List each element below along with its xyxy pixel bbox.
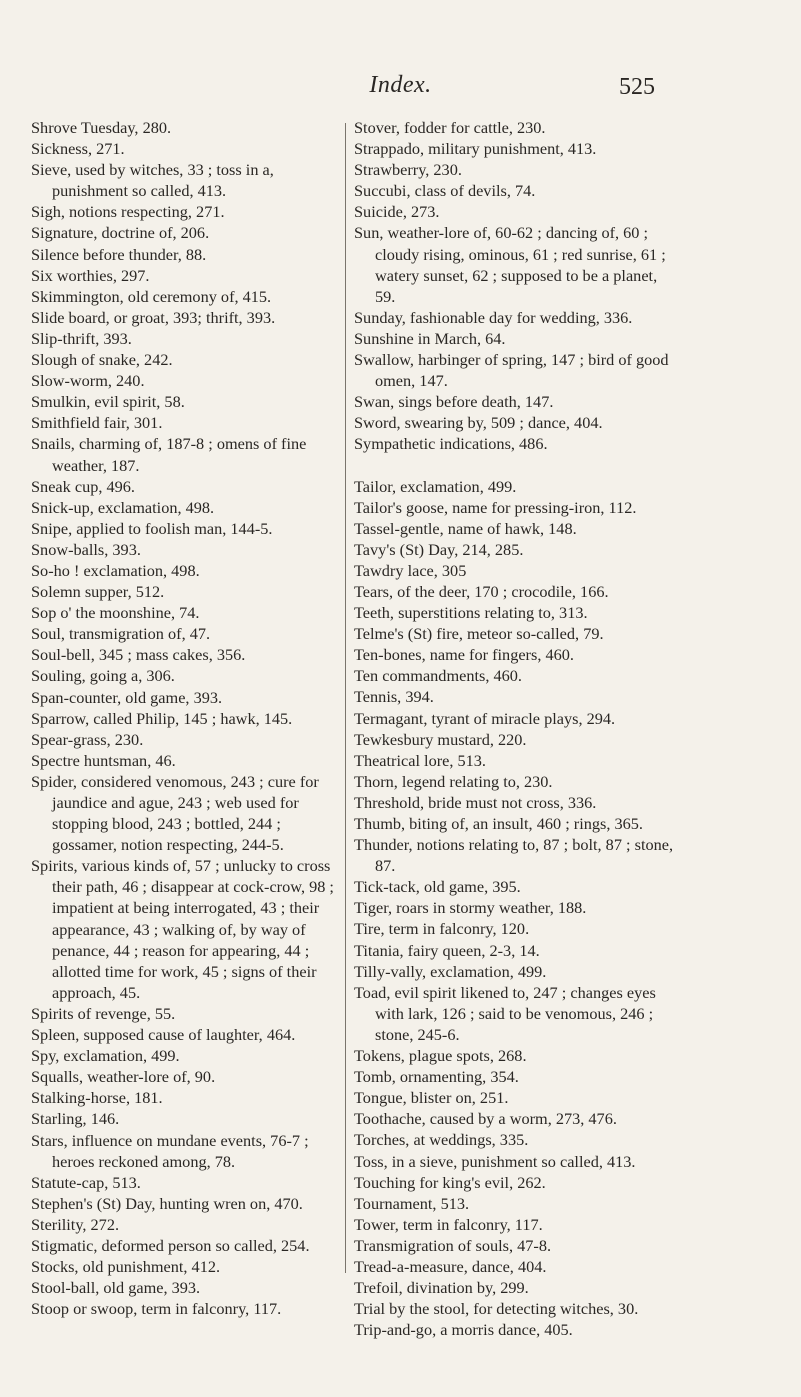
- index-entry: Swallow, harbinger of spring, 147 ; bird of good omen, 147.: [354, 350, 669, 391]
- index-entry: Tournament, 513.: [354, 1193, 470, 1213]
- index-entry: Ten-bones, name for fingers, 460.: [354, 645, 574, 665]
- index-entry: Snails, charming of, 187-8 ; omens of fine weather, 187.: [31, 434, 307, 475]
- index-entry: Solemn supper, 512.: [31, 582, 165, 602]
- index-entry: Slough of snake, 242.: [31, 350, 173, 370]
- index-entry: Succubi, class of devils, 74.: [354, 181, 536, 201]
- index-entry: Touching for king's evil, 262.: [354, 1172, 546, 1192]
- index-entry: Tick-tack, old game, 395.: [354, 877, 521, 897]
- index-entry: Sterility, 272.: [31, 1214, 120, 1234]
- index-entry: Statute-cap, 513.: [31, 1172, 141, 1192]
- index-entry: Snipe, applied to foolish man, 144-5.: [31, 518, 273, 538]
- index-entry: Tawdry lace, 305: [354, 560, 467, 580]
- index-entry: Tilly-vally, exclamation, 499.: [354, 961, 547, 981]
- s-entries-group: [354, 117, 676, 455]
- index-entry: Sneak cup, 496.: [31, 476, 135, 496]
- index-entry: Tewkesbury mustard, 220.: [354, 729, 527, 749]
- index-entry: Smulkin, evil spirit, 58.: [31, 392, 185, 412]
- index-entry: Tire, term in falconry, 120.: [354, 919, 530, 939]
- column-divider: [345, 123, 346, 1273]
- index-entry: Stephen's (St) Day, hunting wren on, 470.: [31, 1193, 303, 1213]
- index-entry: Smithfield fair, 301.: [31, 413, 163, 433]
- index-entry: Snick-up, exclamation, 498.: [31, 497, 215, 517]
- index-entry: Starling, 146.: [31, 1109, 120, 1129]
- index-entry: Tongue, blister on, 251.: [354, 1088, 509, 1108]
- index-entry: Strappado, military punishment, 413.: [354, 139, 597, 159]
- index-entry: Sop o' the moonshine, 74.: [31, 603, 200, 623]
- index-entry: Shrove Tuesday, 280.: [31, 118, 172, 137]
- index-entry: Toad, evil spirit likened to, 247 ; changes eyes with lark, 126 ; said to be venomous, 246 ; stone, 245-6.: [354, 982, 656, 1044]
- left-column: [31, 117, 349, 1319]
- index-entry: Spy, exclamation, 499.: [31, 1046, 180, 1066]
- index-entry: Stars, influence on mundane events, 76-7 ; heroes reckoned among, 78.: [31, 1130, 309, 1171]
- index-entry: Slow-worm, 240.: [31, 371, 145, 391]
- index-entry: Sunshine in March, 64.: [354, 328, 506, 348]
- index-entry: Tread-a-measure, dance, 404.: [354, 1256, 547, 1276]
- index-entry: Thunder, notions relating to, 87 ; bolt, 87 ; stone, 87.: [354, 835, 674, 876]
- index-entry: Spirits of revenge, 55.: [31, 1003, 176, 1023]
- index-entry: Silence before thunder, 88.: [31, 244, 207, 264]
- index-entry: Stigmatic, deformed person so called, 254.: [31, 1235, 310, 1255]
- index-entry: Spider, considered venomous, 243 ; cure for jaundice and ague, 243 ; web used for stopping blood, 243 ; bottled, 244 ; gossamer, notion respecting, 244-5.: [31, 771, 319, 855]
- index-entry: Soul, transmigration of, 47.: [31, 624, 211, 644]
- index-entry: Slide board, or groat, 393; thrift, 393.: [31, 307, 276, 327]
- page-number: 525: [619, 74, 655, 100]
- index-entry: Sympathetic indications, 486.: [354, 434, 548, 454]
- section-gap: [354, 455, 676, 476]
- index-entry: Trip-and-go, a morris dance, 405.: [354, 1320, 573, 1340]
- index-entry: Titania, fairy queen, 2-3, 14.: [354, 940, 540, 960]
- index-entry: Tassel-gentle, name of hawk, 148.: [354, 518, 577, 538]
- index-entry: Suicide, 273.: [354, 202, 440, 222]
- index-entry: Spirits, various kinds of, 57 ; unlucky to cross their path, 46 ; disappear at cock-crow, 98 ; impatient at being interrogated, 43 ; their appearance, 43 ; walking of, by way of penance, 44 ; reason for appearing, 44 ; allotted time for work, 45 ; signs of their approach, 45.: [31, 856, 334, 1002]
- index-entry: Stalking-horse, 181.: [31, 1088, 163, 1108]
- index-entry: Snow-balls, 393.: [31, 539, 141, 559]
- index-entry: Sunday, fashionable day for wedding, 336.: [354, 307, 633, 327]
- index-entry: Sword, swearing by, 509 ; dance, 404.: [354, 413, 603, 433]
- index-entry: Trial by the stool, for detecting witches, 30.: [354, 1299, 639, 1319]
- index-entry: Ten commandments, 460.: [354, 666, 522, 686]
- index-entry: Theatrical lore, 513.: [354, 750, 486, 770]
- index-entry: Squalls, weather-lore of, 90.: [31, 1067, 216, 1087]
- index-entry: Torches, at weddings, 335.: [354, 1130, 529, 1150]
- right-column: [354, 117, 676, 1340]
- index-entry: Tokens, plague spots, 268.: [354, 1046, 527, 1066]
- index-entry: Trefoil, divination by, 299.: [354, 1278, 529, 1298]
- index-entry: Thumb, biting of, an insult, 460 ; rings, 365.: [354, 814, 643, 833]
- index-entry: Six worthies, 297.: [31, 265, 150, 285]
- index-entry: Transmigration of souls, 47-8.: [354, 1235, 552, 1255]
- index-entry: Swan, sings before death, 147.: [354, 392, 554, 412]
- index-entry: Tears, of the deer, 170 ; crocodile, 166.: [354, 581, 609, 601]
- index-entry: Skimmington, old ceremony of, 415.: [31, 286, 272, 306]
- index-entry: Toss, in a sieve, punishment so called, 413.: [354, 1151, 636, 1171]
- index-entry: Tailor, exclamation, 499.: [354, 476, 517, 496]
- index-entry: Thorn, legend relating to, 230.: [354, 771, 553, 791]
- index-entry: Soul-bell, 345 ; mass cakes, 356.: [31, 645, 246, 665]
- index-entry: Strawberry, 230.: [354, 160, 462, 180]
- index-entry: Sparrow, called Philip, 145 ; hawk, 145.: [31, 708, 293, 728]
- index-entry: Sieve, used by witches, 33 ; toss in a, punishment so called, 413.: [31, 160, 274, 201]
- index-entry: Spear-grass, 230.: [31, 729, 144, 749]
- index-entry: Tiger, roars in stormy weather, 188.: [354, 898, 587, 918]
- index-entry: Threshold, bride must not cross, 336.: [354, 792, 597, 812]
- index-entry: Souling, going a, 306.: [31, 666, 175, 686]
- t-entries-group: [354, 476, 676, 1341]
- index-entry: Tavy's (St) Day, 214, 285.: [354, 539, 524, 559]
- index-entry: Tower, term in falconry, 117.: [354, 1214, 543, 1234]
- index-entry: So-ho ! exclamation, 498.: [31, 560, 200, 580]
- index-entry: Stocks, old punishment, 412.: [31, 1257, 221, 1277]
- index-entry: Span-counter, old game, 393.: [31, 687, 223, 707]
- index-entry: Sigh, notions respecting, 271.: [31, 202, 225, 222]
- index-entry: Signature, doctrine of, 206.: [31, 223, 210, 243]
- index-entry: Sun, weather-lore of, 60-62 ; dancing of, 60 ; cloudy rising, ominous, 61 ; red sunrise, 61 ; watery sunset, 62 ; supposed to be a planet, 59.: [354, 223, 666, 306]
- index-entry: Spectre huntsman, 46.: [31, 750, 176, 770]
- index-entry: Toothache, caused by a worm, 273, 476.: [354, 1109, 617, 1129]
- index-entry: Slip-thrift, 393.: [31, 328, 132, 348]
- running-header: Index.: [369, 72, 432, 98]
- index-entry: Tailor's goose, name for pressing-iron, 112.: [354, 497, 637, 517]
- index-entry: Teeth, superstitions relating to, 313.: [354, 603, 588, 623]
- index-entry: Telme's (St) fire, meteor so-called, 79.: [354, 624, 604, 644]
- index-entry: Stool-ball, old game, 393.: [31, 1278, 201, 1298]
- index-entry: Termagant, tyrant of miracle plays, 294.: [354, 708, 616, 728]
- index-entry: Sickness, 271.: [31, 139, 125, 159]
- index-entry: Spleen, supposed cause of laughter, 464.: [31, 1025, 296, 1045]
- index-entry: Stoop or swoop, term in falconry, 117.: [31, 1299, 282, 1319]
- index-entry: Tennis, 394.: [354, 687, 434, 707]
- index-entry: Stover, fodder for cattle, 230.: [354, 118, 546, 137]
- index-entry: Tomb, ornamenting, 354.: [354, 1067, 519, 1087]
